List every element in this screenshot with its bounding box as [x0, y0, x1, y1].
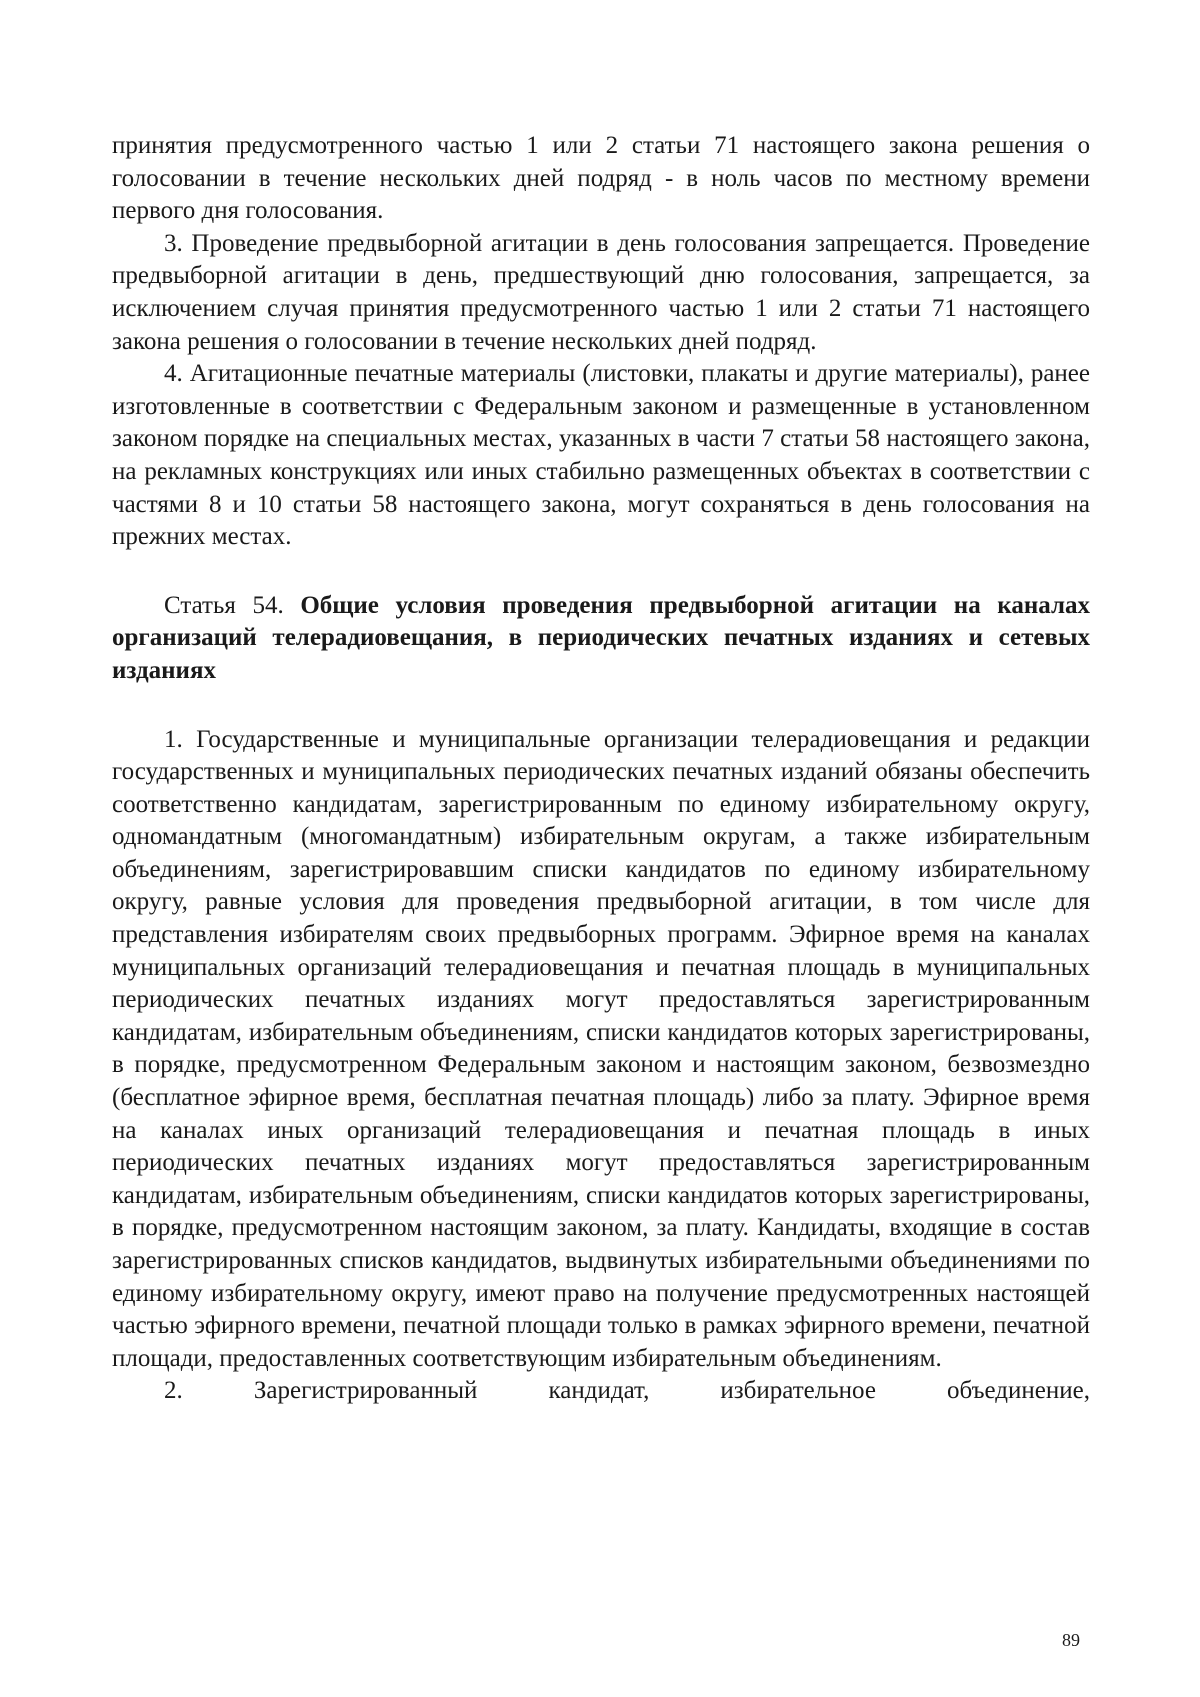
- article-heading: [112, 590, 1090, 688]
- article-title: Общие условия проведения предвыборной агитации на каналах организаций телерадиовещания, в периодических печатных изданиях и сетевых изданиях: [112, 591, 1090, 684]
- article-paragraph-1: 1. Государственные и муниципальные организации телерадиовещания и редакции государственных и муниципальных периодических печатных изданий обязаны обеспечить соответственно кандидатам, зарегистрированным по единому избирательному округу, одномандатным (многомандатным) избирательным округам, а также избирательным объединениям, зарегистрировавшим списки кандидатов по единому избирательному округу, равные условия для проведения предвыборной агитации, в том числе для представления избирателям своих предвыборных программ. Эфирное время на каналах муниципальных организаций телерадиовещания и печатная площадь в муниципальных периодических печатных изданиях могут предоставляться зарегистрированным кандидатам, избирательным объединениям, списки кандидатов которых зарегистрированы, в порядке, предусмотренном Федеральным законом и настоящим законом, безвозмездно (бесплатное эфирное время, бесплатная печатная площадь) либо за плату. Эфирное время на каналах иных организаций телерадиовещания и печатная площадь в иных периодических печатных изданиях могут предоставляться зарегистрированным кандидатам, избирательным объединениям, списки кандидатов которых зарегистрированы, в порядке, предусмотренном настоящим законом, за плату. Кандидаты, входящие в состав зарегистрированных списков кандидатов, выдвинутых избирательными объединениями по единому избирательному округу, имеют право на получение предусмотренных настоящей частью эфирного времени, печатной площади только в рамках эфирного времени, печатной площади, предоставленных соответствующим избирательным объединениям.: [112, 725, 1090, 1372]
- document-body: [112, 130, 1090, 1408]
- article-label: Статья 54.: [164, 591, 301, 619]
- paragraph-item-4: 4. Агитационные печатные материалы (листовки, плакаты и другие материалы), ранее изготовленные в соответствии с Федеральным законом и размещенные в установленном законом порядке на специальных местах, указанных в части 7 статьи 58 настоящего закона, на рекламных конструкциях или иных стабильно размещенных объектах в соответствии с частями 8 и 10 статьи 58 настоящего закона, могут сохраняться в день голосования на прежних местах.: [112, 360, 1090, 551]
- page-number: 89: [1062, 1630, 1080, 1650]
- paragraph-item-3: 3. Проведение предвыборной агитации в день голосования запрещается. Проведение предвыборной агитации в день, предшествующий дню голосования, запрещается, за исключением случая принятия предусмотренного частью 1 или 2 статьи 71 настоящего закона решения о голосовании в течение нескольких дней подряд.: [112, 229, 1090, 355]
- article-paragraph-2: 2. Зарегистрированный кандидат, избирательное объединение,: [164, 1377, 1090, 1405]
- paragraph-continuation: принятия предусмотренного частью 1 или 2 статьи 71 настоящего закона решения о голосовании в течение нескольких дней подряд - в ноль часов по местному времени первого дня голосования.: [112, 132, 1090, 225]
